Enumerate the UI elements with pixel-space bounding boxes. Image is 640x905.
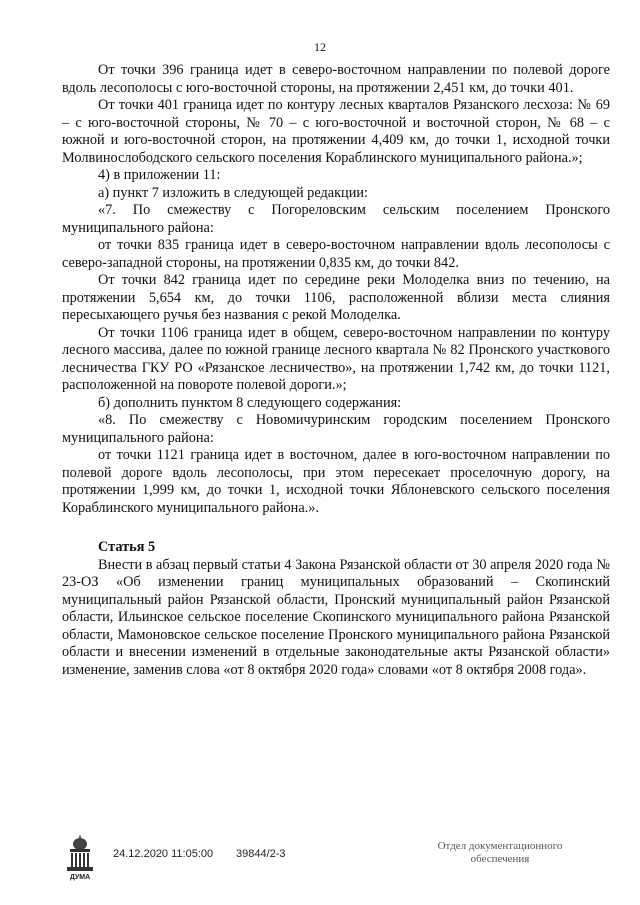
department-stamp	[420, 840, 580, 866]
logo-caption: ДУМА	[69, 874, 91, 881]
paragraph-2: От точки 401 граница идет по контуру лесных кварталов Рязанского лесхоза: № 69 – с юго-восточной стороны, № 70 – с юго-восточной и восточной сторон, № 68 – с южной и юго-восточной сторон, на протяжении 4,409 км, до точки 1, исходной точки Молвинослободского сельского поселения Кораблинского муниципального района.»;	[62, 97, 610, 166]
paragraph-9: б) дополнить пунктом 8 следующего содержания:	[98, 394, 402, 411]
paragraph-6: от точки 835 граница идет в северо-восточном направлении вдоль лесополосы с северо-западной стороны, на протяжении 0,835 км, до точки 842.	[62, 237, 610, 271]
paragraph-10: «8. По смежеству с Новомичуринским городским поселением Пронского муниципального района:	[62, 412, 610, 446]
article-heading: Статья 5	[98, 539, 156, 555]
footer	[0, 828, 640, 888]
paragraph-3: 4) в приложении 11:	[98, 167, 221, 183]
article-text: Внести в абзац первый статьи 4 Закона Рязанской области от 30 апреля 2020 года № 23-ОЗ «Об изменении границ муниципальных образований – Скопинский муниципальный район Рязанской области, Пронский муниципальный район Рязанской области, Ильинское сельское поселение Скопинского муниципального района Рязанской области, Мамоновское сельское поселение Пронского муниципального района Рязанской области и внесении изменений в отдельные законодательные акты Рязанской области» изменение, заменив слова «от 8 октября 2020 года» словами «от 8 октября 2008 года».	[62, 556, 610, 678]
duma-logo-icon	[64, 832, 96, 876]
paragraph-8: От точки 1106 граница идет в общем, северо-восточном направлении по контуру лесного массива, далее по южной границе лесного квартала № 82 Пронского участкового лесничества ГКУ РО «Рязанское лесничество», на протяжении 1,742 км, до точки 1121, расположенной на повороте полевой дороги.»;	[62, 324, 610, 393]
department-line-1: Отдел документационного	[437, 840, 563, 852]
department-line-2: обеспечения	[470, 853, 530, 865]
paragraph-7: От точки 842 граница идет по середине реки Молоделка вниз по течению, на протяжении 5,654 км, до точки 1106, расположенной вблизи места слияния пересыхающего ручья без названия с рекой Молоделка.	[62, 272, 610, 323]
stamp-date: 24.12.2020 11:05:00	[113, 848, 214, 860]
stamp-code: 39844/2-3	[236, 848, 286, 860]
paragraph-1: От точки 396 граница идет в северо-восточном направлении по полевой дороге вдоль лесополосы с юго-восточной стороны, на протяжении 2,451 км, до точки 401.	[62, 62, 610, 96]
paragraph-5: «7. По смежеству с Погореловским сельским поселением Пронского муниципального района:	[62, 202, 610, 236]
document-body	[62, 62, 610, 679]
paragraph-4: а) пункт 7 изложить в следующей редакции:	[98, 184, 368, 201]
page-number: 12	[314, 40, 326, 54]
paragraph-11: от точки 1121 граница идет в восточном, далее в юго-восточном направлении по полевой дороге вдоль лесополосы, при этом пересекает проселочную дорогу, на протяжении 1,999 км, до точки 1, исходной точки Яблоневского сельского поселения Кораблинского муниципального района.».	[62, 447, 610, 516]
